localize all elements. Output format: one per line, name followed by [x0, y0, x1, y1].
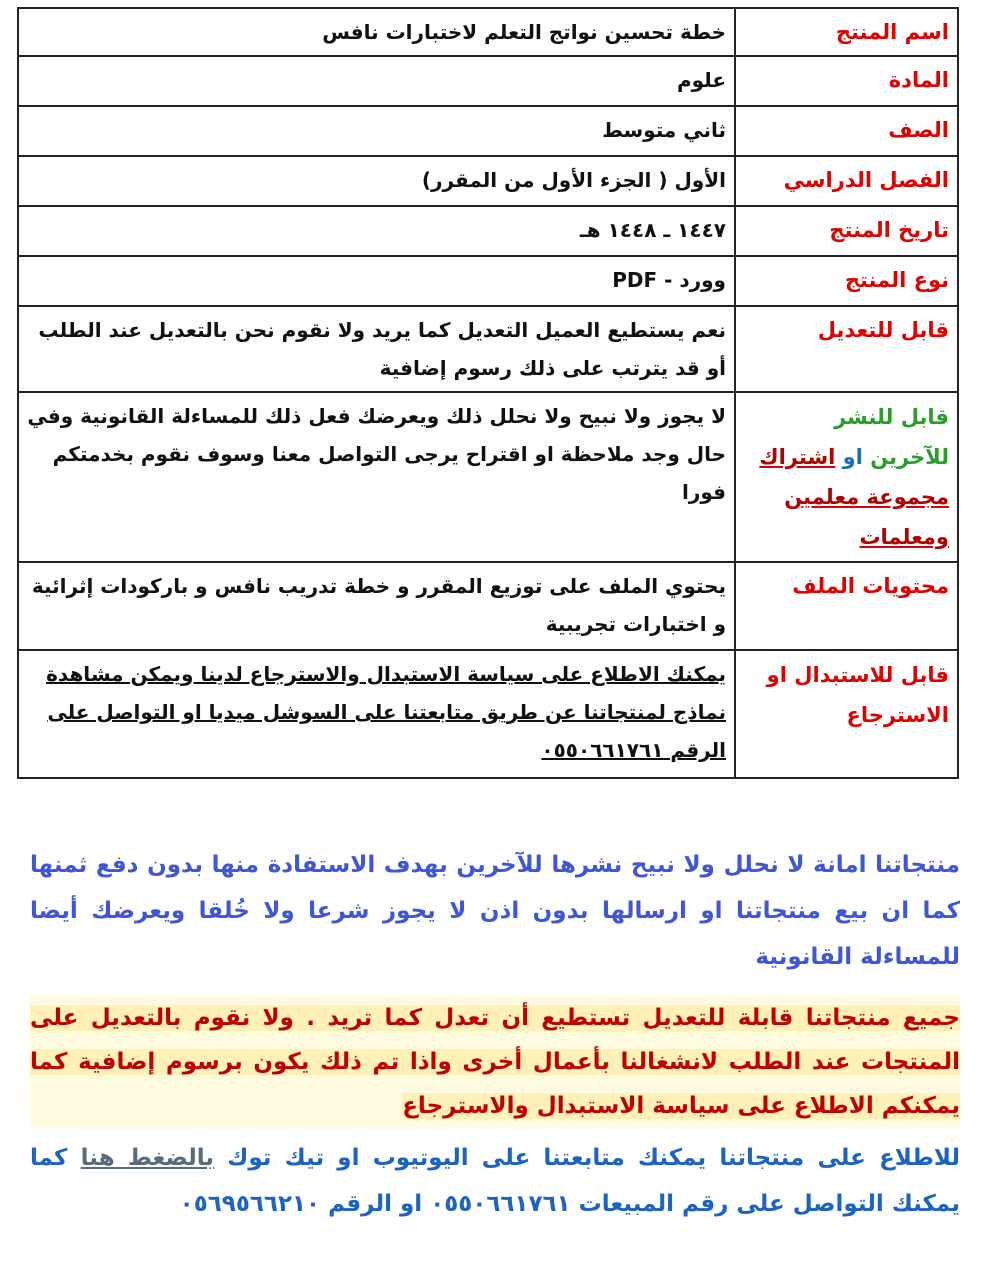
date-label: تاريخ المنتج: [735, 206, 958, 256]
table-row: [18, 562, 958, 650]
publish-label-part3: او: [842, 445, 863, 469]
trust-note: منتجاتنا امانة لا نحلل ولا نبيح نشرها للآخرين بهدف الاستفادة منها بدون دفع ثمنها كما ان بيع منتجاتنا او ارسالها بدون اذن لا يجوز شرعا ولا خُلقا ويعرضك أيضا للمساءلة القانونية: [30, 852, 960, 970]
product-info-table: [17, 7, 959, 779]
table-row: [18, 8, 958, 56]
follow-note: [30, 1135, 960, 1227]
click-here-link[interactable]: بالضغط هنا: [80, 1145, 215, 1171]
grade-value: ثاني متوسط: [18, 106, 735, 156]
table-row: [18, 650, 958, 778]
product-name-label: اسم المنتج: [735, 8, 958, 56]
publish-label-part4: اشتراك: [759, 445, 836, 469]
editable-label: قابل للتعديل: [735, 306, 958, 392]
table-row: [18, 256, 958, 306]
contents-label: محتويات الملف: [735, 562, 958, 650]
editing-note: [30, 996, 960, 1128]
publish-label-part5: مجموعة معلمين ومعلمات: [784, 485, 949, 549]
table-row: [18, 206, 958, 256]
exchange-link[interactable]: يمكنك الاطلاع على سياسة الاستبدال والاسترجاع لدينا ويمكن مشاهدة نماذج لمنتجاتنا عن طريق متابعتنا على السوشل ميديا او التواصل على الرقم ٠٥٥٠٦٦١٧٦١: [18, 650, 735, 778]
table-row: [18, 56, 958, 106]
subject-value: علوم: [18, 56, 735, 106]
publish-value: لا يجوز ولا نبيح ولا نحلل ذلك ويعرضك فعل ذلك للمساءلة القانونية وفي حال وجد ملاحظة او اقتراح يرجى التواصل معنا وسوف نقوم بخدمتكم فورا: [18, 392, 735, 562]
editable-value: نعم يستطيع العميل التعديل كما يريد ولا نقوم نحن بالتعديل عند الطلب أو قد يترتب على ذلك رسوم إضافية: [18, 306, 735, 392]
subject-label: المادة: [735, 56, 958, 106]
type-value: وورد - PDF: [18, 256, 735, 306]
product-name-value: خطة تحسين نواتج التعلم لاختبارات نافس: [18, 8, 735, 56]
term-value: الأول ( الجزء الأول من المقرر): [18, 156, 735, 206]
table-row: [18, 106, 958, 156]
date-value: ١٤٤٧ ـ ١٤٤٨ هـ: [18, 206, 735, 256]
editing-note-text: جميع منتجاتنا قابلة للتعديل تستطيع أن تعدل كما تريد . ولا نقوم بالتعديل على المنتجات عند الطلب لانشغالنا بأعمال أخرى واذا تم ذلك يكون برسوم إضافية كما يمكنكم الاطلاع على سياسة الاستبدال والاسترجاع: [30, 1005, 960, 1119]
publish-label-part2: للآخرين: [870, 445, 949, 469]
contents-value: يحتوي الملف على توزيع المقرر و خطة تدريب نافس و باركودات إثرائية و اختبارات تجريبية: [18, 562, 735, 650]
publish-label: [735, 392, 958, 562]
table-row: [18, 306, 958, 392]
follow-text: للاطلاع على منتجاتنا يمكنك متابعتنا على اليوتيوب او تيك توك: [227, 1145, 961, 1171]
exchange-label: قابل للاستبدال او الاسترجاع: [735, 650, 958, 778]
grade-label: الصف: [735, 106, 958, 156]
table-row: [18, 156, 958, 206]
publish-label-part1: قابل للنشر: [833, 405, 949, 429]
table-row: [18, 392, 958, 562]
term-label: الفصل الدراسي: [735, 156, 958, 206]
type-label: نوع المنتج: [735, 256, 958, 306]
sales-contact-text: كما يمكنك التواصل على رقم المبيعات ٠٥٥٠٦٦١٧٦١ او الرقم ٠٥٦٩٥٦٦٢١٠: [30, 1145, 960, 1217]
